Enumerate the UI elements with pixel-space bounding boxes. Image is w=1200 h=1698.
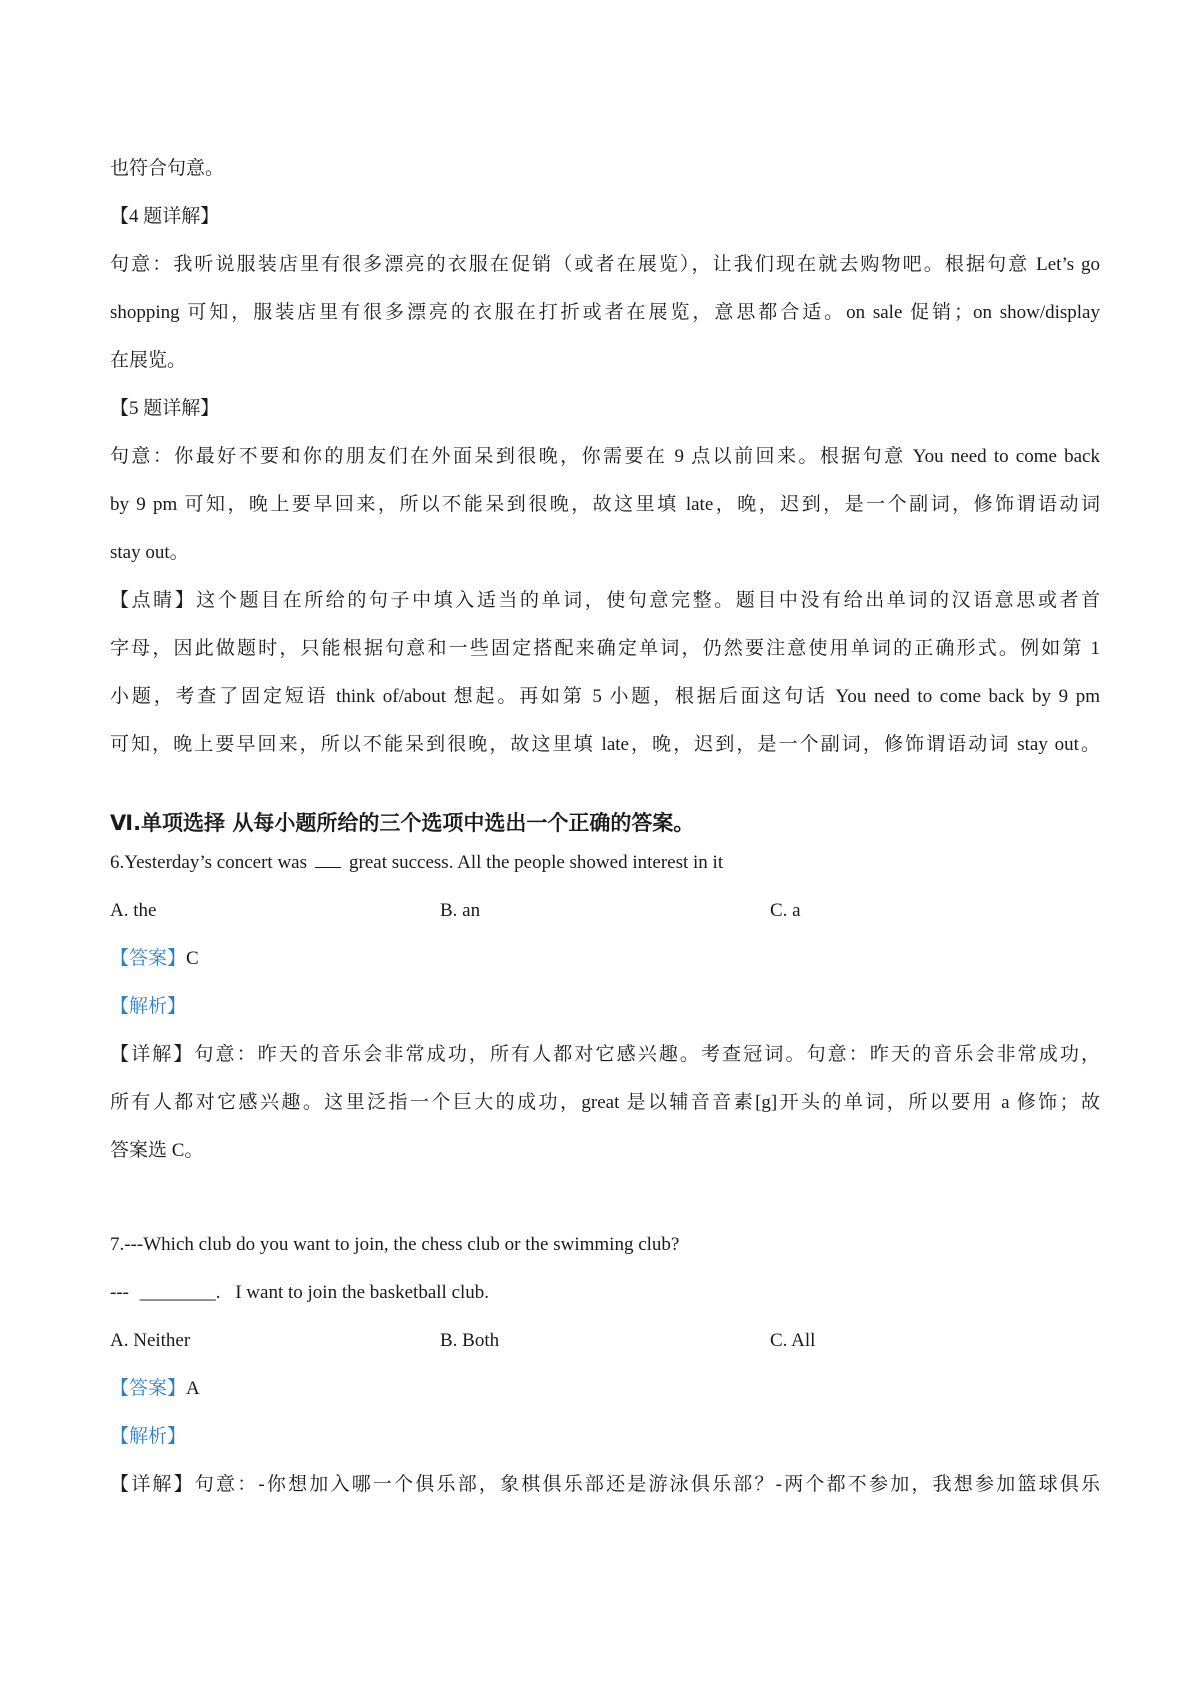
text-line: 可知，晚上要早回来，所以不能呆到很晚，故这里填 late，晚，迟到，是一个副词，修饰谓语动词 stay out。 [110,734,1100,755]
section-heading: Ⅵ.单项选择 从每小题所给的三个选项中选出一个正确的答案。 [110,811,695,835]
q4-label: 【4 题详解】 [110,206,220,227]
q7-option-b: B. Both [440,1330,500,1351]
text-line: 答案选 C。 [110,1140,204,1161]
q4-explanation [110,241,1100,385]
q7-reply-blank: ________. [139,1282,221,1303]
q6-stem-before: 6.Yesterday’s concert was [110,852,307,873]
text-line: 字母，因此做题时，只能根据句意和一些固定搭配来确定单词，仍然要注意使用单词的正确形式。例如第 1 [110,638,1100,659]
text-line: 小题，考查了固定短语 think of/about 想起。再如第 5 小题，根据后面这句话 You need to come back by 9 pm [110,686,1100,707]
q7-options [110,1317,1100,1365]
q6-detail [110,1031,1100,1175]
dianjing-note [110,577,1100,769]
answer-label: 【答案】 [110,948,187,969]
q6-stem [110,839,1100,887]
q5-explanation [110,433,1100,577]
q7-stem: 7.---Which club do you want to join, the chess club or the swimming club? [110,1234,680,1255]
document-page [110,145,1100,1509]
q6-option-a: A. the [110,900,157,921]
q6-options [110,887,1100,935]
q6-option-b: B. an [440,900,481,921]
text-line: 【详解】句意：-你想加入哪一个俱乐部，象棋俱乐部还是游泳俱乐部？-两个都不参加，我想参加篮球俱乐 [110,1474,1100,1495]
text-line: 句意：你最好不要和你的朋友们在外面呆到很晚，你需要在 9 点以前回来。根据句意 You need to come back [110,446,1100,467]
text-line: by 9 pm 可知，晚上要早回来，所以不能呆到很晚，故这里填 late，晚，迟到，是一个副词，修饰谓语动词 [110,494,1100,515]
answer-value: C [186,948,199,969]
q7-detail [110,1461,1100,1509]
answer-label: 【答案】 [110,1378,187,1399]
spacer [110,1175,1100,1221]
text-line: 【详解】句意：昨天的音乐会非常成功，所有人都对它感兴趣。考查冠词。句意：昨天的音乐会非常成功， [110,1044,1100,1065]
text-line: 【点睛】这个题目在所给的句子中填入适当的单词，使句意完整。题目中没有给出单词的汉语意思或者首 [110,590,1100,611]
q7-option-c: C. All [770,1330,816,1351]
continuation-line: 也符合句意。 [110,158,225,179]
text-line: 所有人都对它感兴趣。这里泛指一个巨大的成功，great 是以辅音音素[g]开头的单词，所以要用 a 修饰；故 [110,1092,1100,1113]
q7-analysis-label: 【解析】 [110,1426,187,1447]
q7-reply-text: I want to join the basketball club. [235,1282,490,1303]
q7-answer [110,1365,1100,1413]
text-line: stay out。 [110,542,189,563]
q6-answer [110,935,1100,983]
q6-stem-after: great success. All the people showed interest in it [349,852,724,873]
q6-option-c: C. a [770,900,801,921]
q5-label: 【5 题详解】 [110,398,220,419]
q6-blank [315,849,341,868]
q6-analysis-label: 【解析】 [110,996,187,1017]
q7-reply-prefix: --- [110,1282,129,1303]
q7-reply [110,1269,1100,1317]
q7-option-a: A. Neither [110,1330,191,1351]
text-line: 在展览。 [110,350,187,371]
text-line: 句意：我听说服装店里有很多漂亮的衣服在促销（或者在展览），让我们现在就去购物吧。根据句意 Let’s go [110,254,1100,275]
text-line: shopping 可知，服装店里有很多漂亮的衣服在打折或者在展览，意思都合适。on sale 促销；on show/display [110,302,1100,323]
answer-value: A [186,1378,200,1399]
